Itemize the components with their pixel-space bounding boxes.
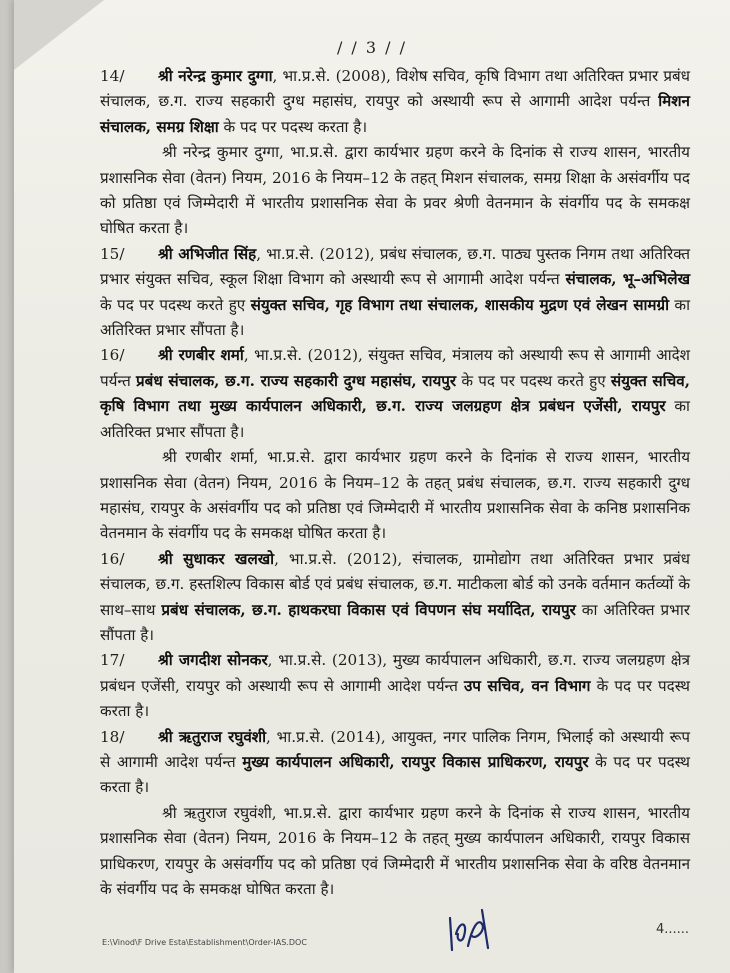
body-text: , भा.प्र.से. (2008), विशेष सचिव, कृषि विभाग तथा अतिरिक्त प्रभार प्रबंध संचालक, छ.ग. राज्य सहकारी दुग्ध महासंघ, रायपुर को अस्थायी रूप से आगामी आदेश पर्यन्त [100, 67, 691, 111]
bold-text: प्रबंध संचालक, छ.ग. हाथकरघा विकास एवं विपणन संघ मर्यादित, रायपुर [161, 600, 576, 619]
body-text: का अतिरिक्त प्रभार सौंपता है। [100, 397, 690, 441]
bold-text: मुख्य कार्यपालन अधिकारी, रायपुर विकास प्राधिकरण, रायपुर [242, 752, 589, 771]
body-text: श्री नरेन्द्र कुमार दुग्गा, भा.प्र.से. द्वारा कार्यभार ग्रहण करने के दिनांक से राज्य शासन, भारतीय प्रशासनिक सेवा (वेतन) नियम, 2016 के नियम–12 के तहत् मिशन संचालक, समग्र शिक्षा के असंवर्गीय पद को प्रतिष्ठा एवं जिम्मेदारी में भारतीय प्रशासनिक सेवा के प्रवर श्रेणी वेतनमान के संवर्गीय पद के समकक्ष घोषित करता है। [100, 143, 690, 238]
order-body [100, 64, 690, 902]
bold-text: संयुक्त सचिव, कृषि विभाग तथा मुख्य कार्यपालन अधिकारी, छ.ग. राज्य जलग्रहण क्षेत्र प्रबंधन एजेंसी, रायपुर [100, 371, 690, 416]
body-text: , भा.प्र.से. (2014), आयुक्त, नगर पालिक निगम, भिलाई को अस्थायी रूप से आगामी आदेश पर्यन्त [100, 727, 690, 771]
page-fold-shadow [14, 0, 104, 70]
bold-text: श्री नरेन्द्र कुमार दुग्गा [158, 67, 273, 85]
bold-text: श्री अभिजीत सिंह [158, 244, 257, 263]
order-continuation-paragraph [100, 801, 690, 903]
body-text: के पद पर पदस्थ करता है। [100, 676, 691, 721]
bold-text: श्री ऋतुराज रघुवंशी [158, 727, 267, 746]
file-path-footer: E:\Vinod\F Drive Esta\Establishment\Order-IAS.DOC [102, 938, 307, 947]
body-text: का अतिरिक्त प्रभार सौंपता है। [100, 600, 690, 644]
order-continuation-paragraph [100, 445, 690, 547]
body-text: , भा.प्र.से. (2012), प्रबंध संचालक, छ.ग. पाठ्य पुस्तक निगम तथा अतिरिक्त प्रभार संयुक्त सचिव, स्कूल शिक्षा विभाग को अस्थायी रूप से आगामी आदेश पर्यन्त [100, 244, 690, 289]
bold-text: श्री रणबीर शर्मा [158, 346, 244, 365]
item-number: 18/ [100, 727, 125, 746]
body-text: , भा.प्र.से. (2012), संयुक्त सचिव, मंत्रालय को अस्थायी रूप से आगामी आदेश पर्यन्त [100, 346, 690, 390]
order-item-paragraph [100, 64, 690, 140]
body-text: के पद पर पदस्थ करते हुए [456, 371, 611, 390]
item-number: 16/ [100, 346, 125, 365]
item-number: 15/ [100, 244, 125, 263]
body-text: के पद पर पदस्थ करता है। [218, 117, 368, 136]
bold-text: प्रबंध संचालक, छ.ग. राज्य सहकारी दुग्ध महासंघ, रायपुर [136, 371, 457, 390]
bold-text: मिशन संचालक, समग्र शिक्षा [100, 92, 690, 136]
item-number: 14/ [100, 67, 125, 85]
body-text: का अतिरिक्त प्रभार सौंपता है। [100, 295, 691, 340]
bold-text: श्री सुधाकर खलखो [158, 549, 275, 568]
bold-text: संचालक, भू–अभिलेख [565, 270, 690, 289]
body-text: के पद पर पदस्थ करता है। [100, 752, 690, 797]
order-item-paragraph [100, 648, 690, 724]
document-page [14, 0, 730, 973]
page-number: / / 3 / / [336, 38, 408, 57]
order-item-paragraph [100, 725, 690, 801]
order-continuation-paragraph [100, 140, 690, 242]
bold-text: उप सचिव, वन विभाग [463, 676, 591, 695]
order-item-paragraph [100, 547, 690, 649]
body-text: श्री रणबीर शर्मा, भा.प्र.से. द्वारा कार्यभार ग्रहण करने के दिनांक से राज्य शासन, भारतीय प्रशासनिक सेवा (वेतन) नियम, 2016 के नियम–12 के तहत् प्रबंध संचालक, छ.ग. राज्य सहकारी दुग्ध महासंघ, रायपुर के असंवर्गीय पद को प्रतिष्ठा एवं जिम्मेदारी में भारतीय प्रशासनिक सेवा के कनिष्ठ प्रशासनिक वेतनमान के संवर्गीय पद के समकक्ष घोषित करता है। [100, 448, 690, 543]
next-page-marker: 4...... [656, 922, 690, 937]
body-text: श्री ऋतुराज रघुवंशी, भा.प्र.से. द्वारा कार्यभार ग्रहण करने के दिनांक से राज्य शासन, भारतीय प्रशासनिक सेवा (वेतन) नियम, 2016 के नियम–12 के तहत् मुख्य कार्यपालन अधिकारी, रायपुर विकास प्राधिकरण, रायपुर के असंवर्गीय पद को प्रतिष्ठा एवं जिम्मेदारी में भारतीय प्रशासनिक सेवा के वरिष्ठ वेतनमान के संवर्गीय पद के समकक्ष घोषित करता है। [100, 803, 690, 898]
body-text: , भा.प्र.से. (2013), मुख्य कार्यपालन अधिकारी, छ.ग. राज्य जलग्रहण क्षेत्र प्रबंधन एजेंसी, रायपुर को अस्थायी रूप से आगामी आदेश पर्यन्त [100, 651, 691, 695]
bold-text: संयुक्त सचिव, गृह विभाग तथा संचालक, शासकीय मुद्रण एवं लेखन सामग्री [250, 295, 670, 314]
body-text: के पद पर पदस्थ करते हुए [100, 295, 251, 314]
handwritten-initials [442, 900, 502, 962]
order-item-paragraph [100, 242, 690, 344]
order-item-paragraph [100, 343, 690, 445]
item-number: 16/ [100, 549, 125, 568]
bold-text: श्री जगदीश सोनकर [158, 651, 268, 670]
body-text: , भा.प्र.से. (2012), संचालक, ग्रामोद्योग तथा अतिरिक्त प्रभार प्रबंध संचालक, छ.ग. हस्तशिल्प विकास बोर्ड एवं प्रबंध संचालक, छ.ग. माटीकला बोर्ड को उनके वर्तमान कर्तव्यों के साथ–साथ [100, 549, 691, 619]
item-number: 17/ [100, 651, 125, 670]
